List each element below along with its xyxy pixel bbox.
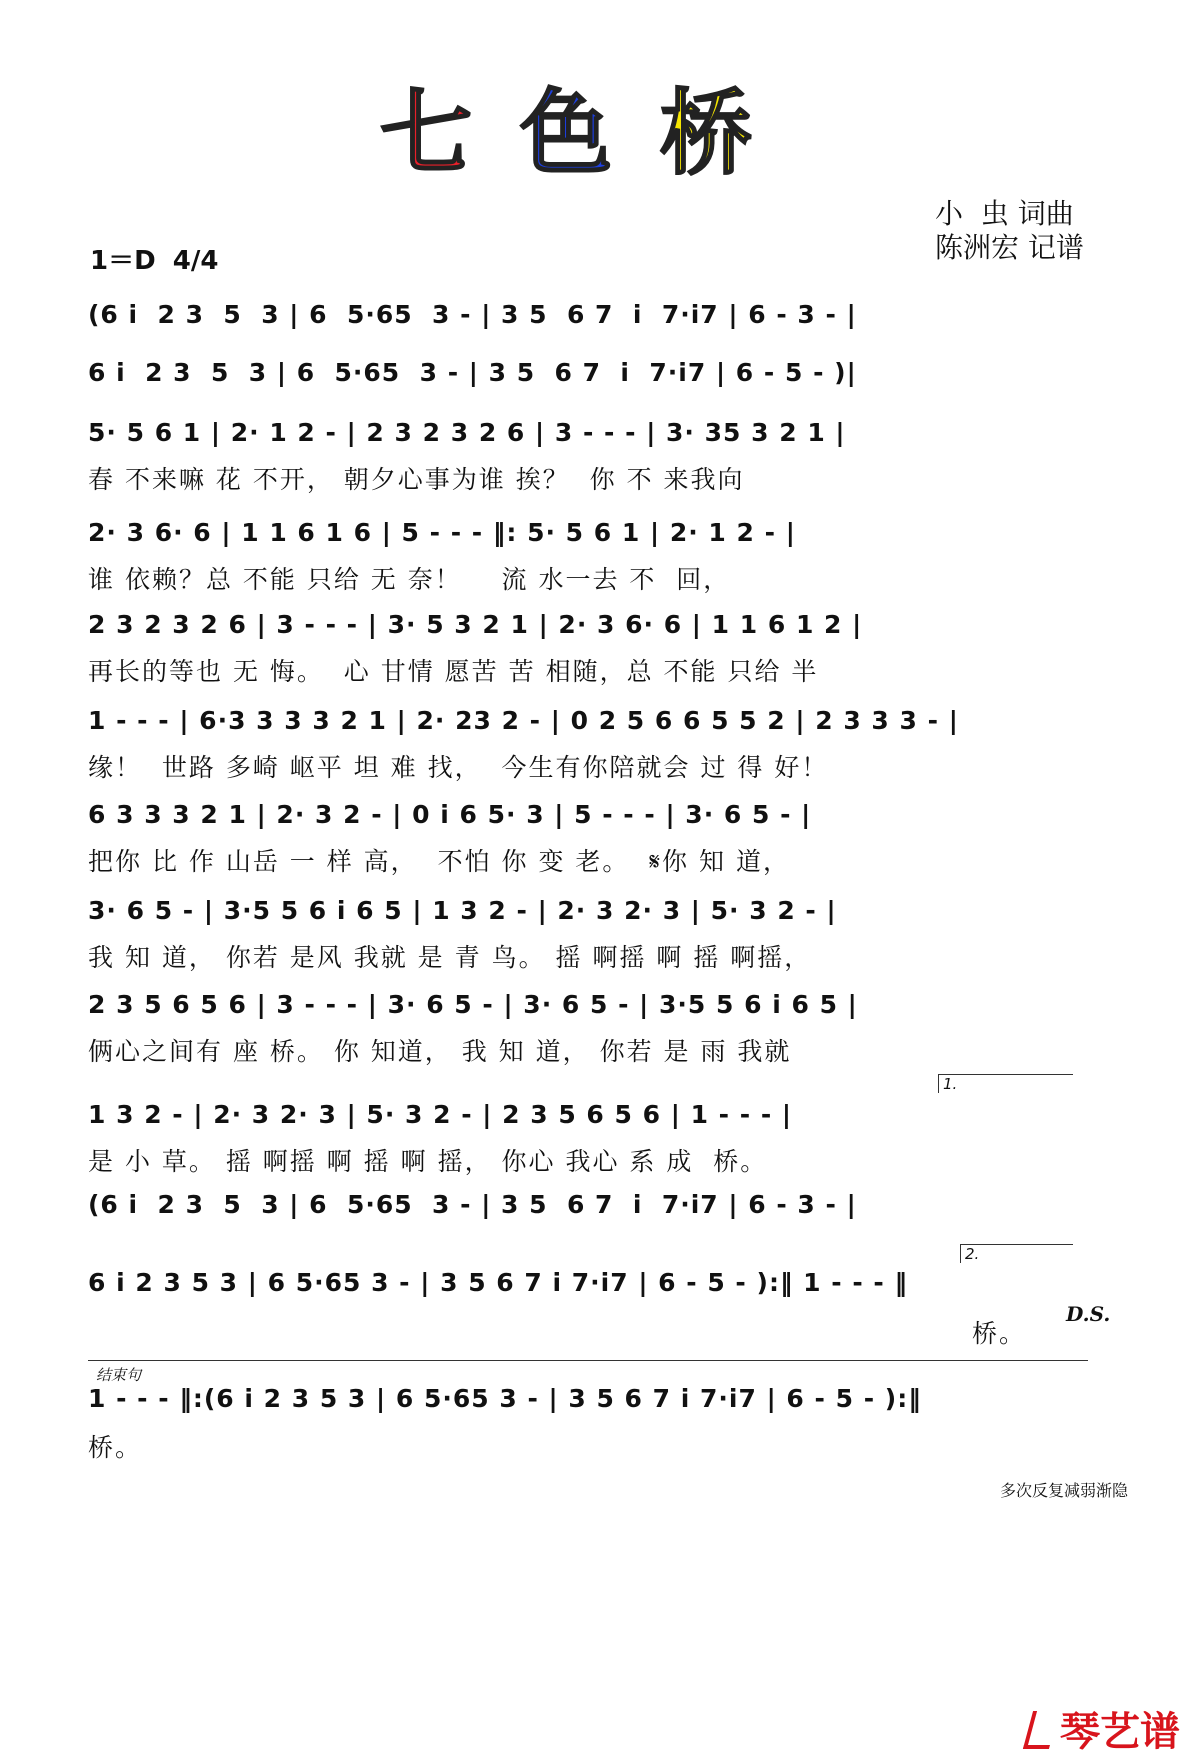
notation-row-6: 1 - - - | 6·3 3 3 3 2 1 | 2· 23 2 - | 0 2 5 6 6 5 5 2 | 2 3 3 3 - | — [88, 706, 959, 735]
key-signature — [90, 240, 218, 277]
notation-row-12: 6 i 2 3 5 3 | 6 5·65 3 - | 3 5 6 7 i 7·i7 | 6 - 5 - ):‖ 1 - - - ‖ — [88, 1268, 908, 1297]
notation-row-7: 6 3 3 3 2 1 | 2· 3 2 - | 0 i 6 5· 3 | 5 - - - | 3· 6 5 - | — [88, 800, 812, 829]
fade-out-note: 多次反复减弱渐隐 — [1000, 1481, 1129, 1500]
notation-row-5: 2 3 2 3 2 6 | 3 - - - | 3· 5 3 2 1 | 2· 3 6· 6 | 1 1 6 1 2 | — [88, 610, 863, 639]
lyric-row-4: 谁 依赖？总 不能 只给 无 奈！ 流 水一去 不 回， — [88, 565, 731, 594]
notation-row-13: 1 - - - ‖:(6 i 2 3 5 3 | 6 5·65 3 - | 3 5 6 7 i 7·i7 | 6 - 5 - ):‖ — [88, 1384, 922, 1413]
notation-row-4: 2· 3 6· 6 | 1 1 6 1 6 | 5 - - - ‖: 5· 5 6 1 | 2· 1 2 - | — [88, 518, 796, 547]
logo-mark-icon — [1023, 1711, 1059, 1749]
key-label: 1＝D — [90, 246, 156, 276]
notation-row-3: 5· 5 6 1 | 2· 1 2 - | 2 3 2 3 2 6 | 3 - - - | 3· 35 3 2 1 | — [88, 418, 846, 447]
site-logo — [1028, 1700, 1180, 1757]
credit-transcriber: 陈洲宏 记谱 — [935, 231, 1084, 264]
notation-row-1: (6 i 2 3 5 3 | 6 5·65 3 - | 3 5 6 7 i 7·i7 | 6 - 3 - | — [88, 300, 857, 329]
credit-composer: 小 虫 词曲 — [935, 197, 1074, 230]
lyric-row-10: 是 小 草。 摇 啊摇 啊 摇 啊 摇， 你心 我心 系 成 桥。 — [88, 1147, 768, 1176]
lyric-row-13: 桥。 — [88, 1433, 143, 1462]
volta-second-ending: 2. — [960, 1244, 1073, 1263]
notation-row-8: 3· 6 5 - | 3·5 5 6 i 6 5 | 1 3 2 - | 2· 3 2· 3 | 5· 3 2 - | — [88, 896, 837, 925]
lyric-row-5: 再长的等也 无 悔。 心 甘情 愿苦 苦 相随，总 不能 只给 半 — [88, 657, 819, 686]
notation-row-11: (6 i 2 3 5 3 | 6 5·65 3 - | 3 5 6 7 i 7·i7 | 6 - 3 - | — [88, 1190, 857, 1219]
lyric-row-6: 缘！ 世路 多崎 岖平 坦 难 找， 今生有你陪就会 过 得 好！ — [88, 753, 829, 782]
notation-row-10: 1 3 2 - | 2· 3 2· 3 | 5· 3 2 - | 2 3 5 6 5 6 | 1 - - - | — [88, 1100, 793, 1129]
logo-text: 琴艺谱 — [1060, 1709, 1180, 1755]
ending-bracket — [88, 1360, 1088, 1361]
notation-row-9: 2 3 5 6 5 6 | 3 - - - | 3· 6 5 - | 3· 6 5 - | 3·5 5 6 i 6 5 | — [88, 990, 858, 1019]
ending-label: 结束句 — [96, 1366, 142, 1384]
title-char-3: 桥 — [660, 80, 801, 187]
lyric-row-7: 把你 比 作 山岳 一 样 高， 不怕 你 变 老。 𝄋你 知 道， — [88, 847, 790, 876]
notation-row-2: 6 i 2 3 5 3 | 6 5·65 3 - | 3 5 6 7 i 7·i7 | 6 - 5 - )| — [88, 358, 857, 387]
time-signature: 4/4 — [172, 246, 219, 276]
song-title — [0, 80, 1180, 187]
volta-first-ending: 1. — [938, 1074, 1073, 1093]
lyric-row-8: 我 知 道， 你若 是风 我就 是 青 鸟。 摇 啊摇 啊 摇 啊摇， — [88, 943, 812, 972]
title-char-2: 色 — [519, 80, 660, 187]
lyric-row-9: 俩心之间有 座 桥。 你 知道， 我 知 道， 你若 是 雨 我就 — [88, 1037, 792, 1066]
lyric-row-3: 春 不来嘛 花 不开， 朝夕心事为谁 挨？ 你 不 来我向 — [88, 465, 745, 494]
ds-mark: D.S. — [1066, 1302, 1111, 1326]
title-char-1: 七 — [379, 80, 520, 187]
lyric-row-12: 桥。 — [972, 1319, 1027, 1348]
